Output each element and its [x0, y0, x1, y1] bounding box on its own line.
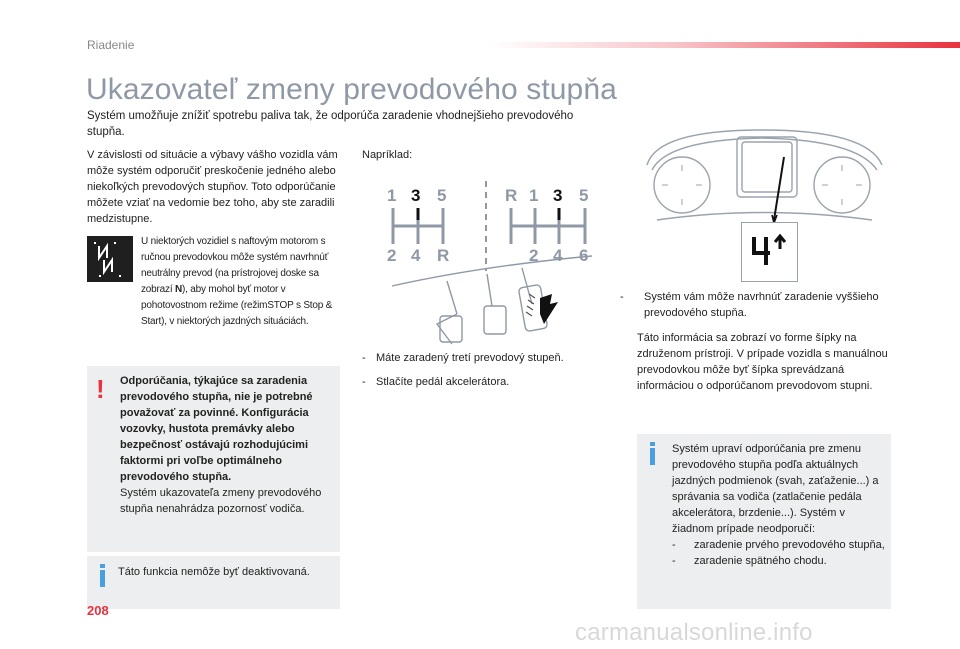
header-accent-line	[490, 42, 960, 48]
warning-icon: !	[96, 374, 105, 404]
section-label: Riadenie	[87, 38, 135, 52]
gear-label: R	[505, 186, 518, 205]
info-icon	[649, 442, 657, 471]
arrow-info-paragraph: Táto informácia sa zobrazí vo forme šípky na združenom prístroji. V prípade vozidla s manuálnou prevodovkou môže byť šípka sprevádzaná informáciou o odporúčanom prevodovom stupni.	[637, 332, 888, 392]
info-deactivate-text: Táto funkcia nemôže byť deaktivovaná.	[118, 566, 310, 578]
gear-label: 3	[553, 186, 563, 205]
neutral-gear-icon	[87, 236, 133, 282]
bullet-upshift: - Systém vám môže navrhnúť zaradenie vyššieho prevodového stupňa.	[620, 291, 879, 319]
neutral-gear-paragraph: U niektorých vozidiel s naftovým motorom s ručnou prevodovkou môže systém navrhnúť neutrálny prevod (na prístrojovej doske sa zobrazí N), aby mohol byť motor v pohotovostnom režime (režimSTOP s Stop & Start), v niektorých jazdných situáciách.	[141, 236, 333, 327]
example-label: Napríklad:	[362, 149, 413, 161]
gear-display	[741, 222, 798, 282]
intro-text: Systém umožňuje znížiť spotrebu paliva tak, že odporúča zaradenie vhodnejšieho prevodového stupňa.	[87, 110, 574, 138]
gear-label: 6	[579, 246, 589, 265]
gear-label: 2	[529, 246, 539, 265]
bullet-accelerator: - Stlačíte pedál akcelerátora.	[362, 376, 510, 388]
gear-label: 1	[529, 186, 539, 205]
info-system-text: Systém upraví odporúčania pre zmenu prevodového stupňa podľa aktuálnych jazdných podmienok (svah, zaťaženie...) a správania sa vodiča (zatlačenie pedála akcelerátora, brzdenie...). Systém v žiadnom prípade neodporučí: - zaradenie prvého prevodového stupňa, - zaradenie spätného chodu.	[672, 443, 885, 567]
page-number: 208	[87, 603, 109, 618]
gear-label: 3	[411, 186, 421, 205]
info-icon	[99, 564, 107, 593]
gear-label: 5	[437, 186, 447, 205]
watermark: carmanualsonline.info	[575, 619, 813, 646]
warning-text: Odporúčania, týkajúce sa zaradenia prevodového stupňa, nie je potrebné považovať za povinné. Konfigurácia vozovky, hustota premávky alebo bezpečnosť ostávajú rozhodujúcimi faktormi pri voľbe optimálneho prevodového stupňa. Systém ukazovateľa zmeny prevodového stupňa nenahrádza pozornosť vodiča.	[120, 375, 322, 515]
gear-label: 1	[387, 186, 397, 205]
gear-label: 5	[579, 186, 589, 205]
bullet-third-gear: - Máte zaradený tretí prevodový stupeň.	[362, 352, 564, 364]
gear-label: 4	[411, 246, 421, 265]
skip-gears-paragraph: V závislosti od situácie a výbavy vášho vozidla vám môže systém odporučiť preskočenie jedného alebo niekoľkých prevodových stupňov. Toto odporúčanie môžete vziať na vedomie bez toho, aby ste zaradili medzistupne.	[87, 149, 338, 225]
gear-shift-illustration	[362, 176, 612, 346]
gear-label: R	[437, 246, 450, 265]
gear-label: 4	[553, 246, 563, 265]
gear-label: 2	[387, 246, 397, 265]
page-title: Ukazovateľ zmeny prevodového stupňa	[86, 73, 617, 106]
